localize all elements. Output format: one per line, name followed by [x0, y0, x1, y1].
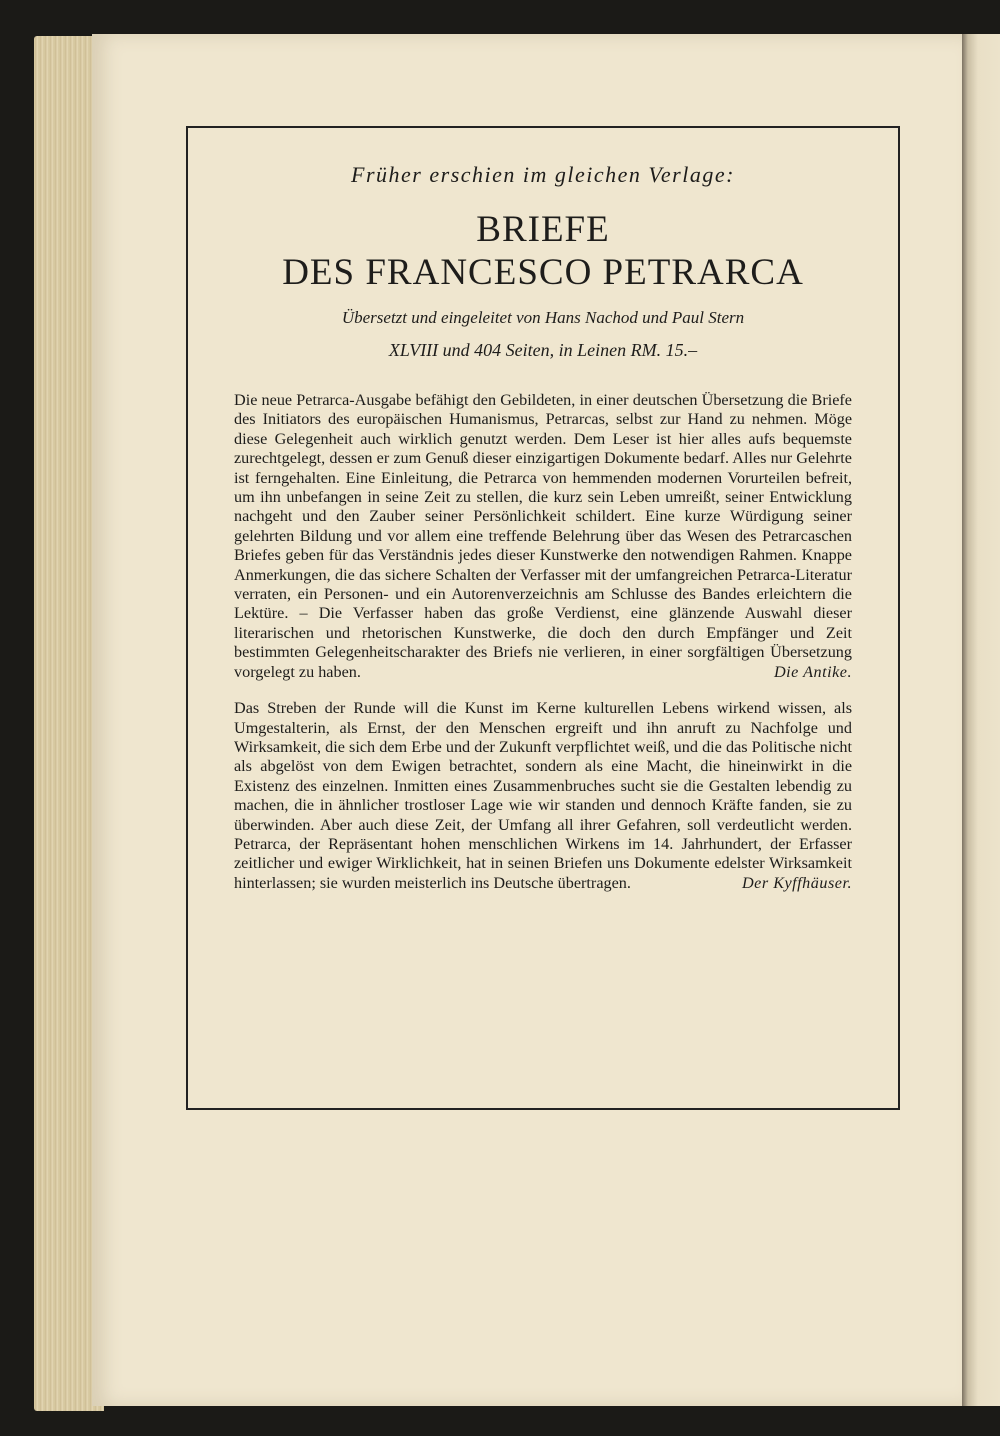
review-source: Die Antike. [773, 662, 852, 681]
review-antike [234, 391, 852, 682]
review-kyffhaeuser [234, 699, 852, 893]
review-text: Die neue Petrarca-Ausgabe befähigt den Gebildeten, in einer deutschen Übersetzung die Briefe des Initiators des europäischen Humanismus, Petrarcas, selbst zur Hand zu nehmen. Möge diese Gelegenheit auch wirklich genutzt werden. Dem Leser ist hier alles aufs bequemste zurechtgelegt, dessen er zum Genuß dieser einzigartigen Dokumente bedarf. Alles nur Gelehrte ist ferngehalten. Eine Einleitung, die Petrarca von hemmenden modernen Vorurteilen befreit, um ihn unbefangen in seine Zeit zu stellen, die kurz sein Leben umreißt, seiner Entwicklung nachgeht und den Zauber seiner Persönlichkeit schildert. Eine kurze Würdigung seiner gelehrten Bildung und vor allem eine treffende Belehrung über das Wesen des Petrarcaschen Briefes geben für das Verständnis jedes dieser Kunstwerke den notwendigen Rahmen. Knappe Anmerkungen, die das sichere Schalten der Verfasser mit der umfangreichen Petrarca-Literatur verraten, ein Personen- und ein Autorenverzeichnis am Schlusse des Bandes erleichtern die Lektüre. – Die Verfasser haben das große Verdienst, eine glänzende Auswahl dieser literarischen und rhetorischen Kunstwerke, die doch den durch Empfänger und Zeit bestimmten Gelegenheitscharakter des Briefs nie verlieren, in einer sorgfältigen Übersetzung vorgelegt zu haben. [234, 391, 852, 681]
review-source: Der Kyffhäuser. [741, 873, 852, 892]
translators-line: Übersetzt und eingeleitet von Hans Nachod und Paul Stern [341, 308, 745, 327]
edition-details: XLVIII und 404 Seiten, in Leinen RM. 15.– [388, 340, 698, 360]
title-line-2: DES FRANCESCO PETRARCA [282, 252, 804, 293]
intro-line: Früher erschien im gleichen Verlage: [351, 162, 735, 187]
book-title [234, 208, 852, 294]
title-line-1: BRIEFE [476, 209, 610, 250]
review-text: Das Streben der Runde will die Kunst im Kerne kulturellen Lebens wirkend wissen, als Umgestalterin, als Ernst, der den Menschen ergreift und ihn anruft zu Nachfolge und Wirksamkeit, die sich dem Erbe und der Zukunft verpflichtet weiß, und die das Politische nicht als abgelöst von dem Ewigen betrachtet, sondern als eine Macht, die hineinwirkt in die Existenz des einzelnen. Inmitten eines Zusammenbruches sucht sie die Gestalten lebendig zu machen, die in ähnlicher trostloser Lage wie wir standen und dennoch Kräfte fanden, sie zu überwinden. Aber auch diese Zeit, der Umfang all ihrer Gefahren, soll verdeutlicht werden. Petrarca, der Repräsentant hohen menschlichen Wirkens im 14. Jahrhundert, der Erfasser zeitlicher und ewiger Wirklichkeit, hat in seinen Briefen uns Dokumente edelster Wirksamkeit hinterlassen; sie wurden meisterlich ins Deutsche übertragen. [234, 699, 852, 892]
advertisement-frame [186, 126, 900, 1110]
facing-page-edge [962, 34, 1000, 1406]
